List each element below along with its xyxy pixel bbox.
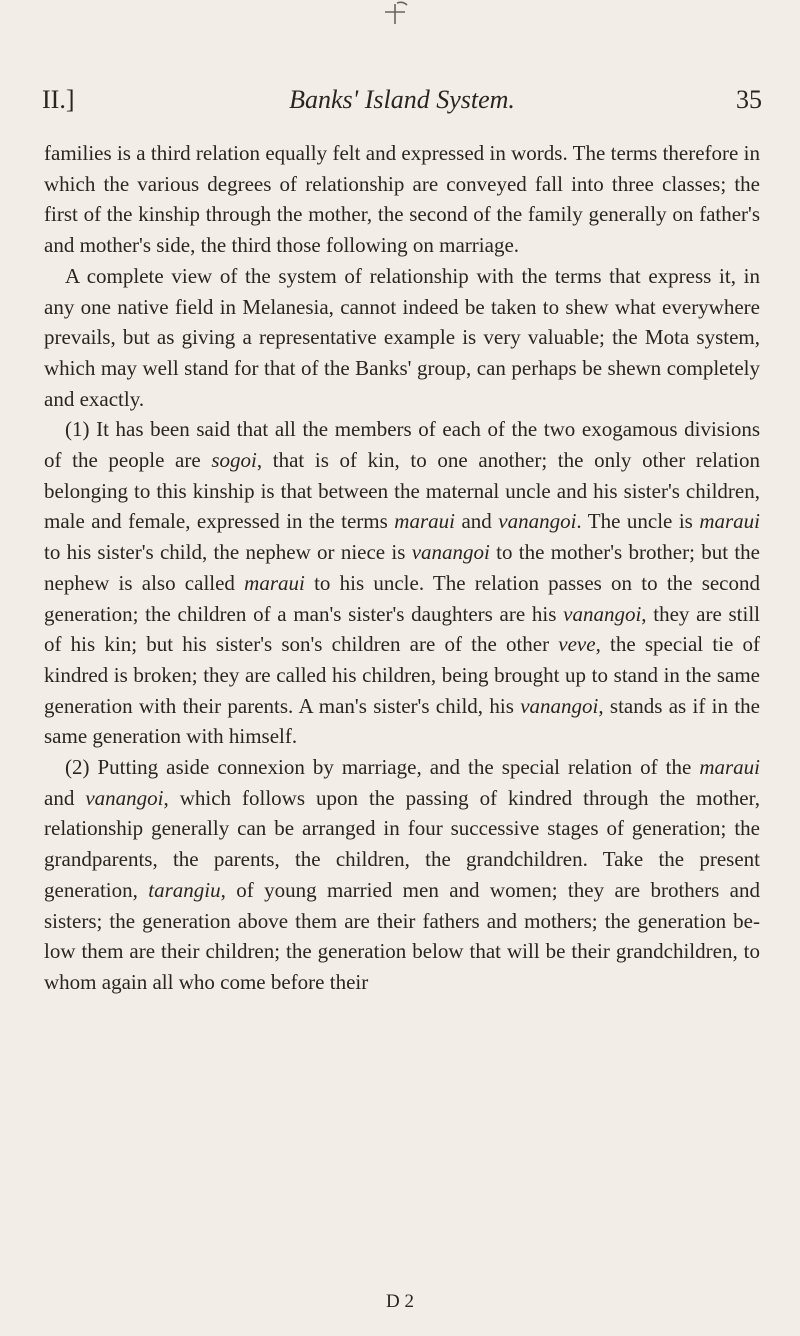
text-run: . The uncle is <box>576 509 700 534</box>
italic-term: maraui <box>394 509 455 534</box>
italic-term: vanangoi <box>498 509 577 534</box>
page-number: 35 <box>736 85 762 114</box>
paragraph <box>44 138 760 261</box>
text-run: to the mother's brother; but the nephew is also called <box>44 540 760 595</box>
running-title: Banks' Island System. <box>289 85 515 114</box>
italic-term: vanangoi <box>520 693 599 718</box>
ink-mark-icon <box>375 0 415 32</box>
italic-term: vanangoi <box>85 785 164 810</box>
text-run: , that is of kin, to one another; the only other relation belonging to this kinship is that between the maternal uncle and his sister's children, male and female, expressed in the terms <box>44 448 761 534</box>
body-text <box>44 138 760 998</box>
running-header <box>42 80 762 120</box>
text-run: and <box>44 785 86 810</box>
text-run: to his uncle. The relation passes on to the second generation; the children of a man's sister's daughters are his <box>44 570 761 626</box>
text-run: (2) Putting aside connexion by marriage, and the special relation of the <box>65 755 700 780</box>
italic-term: maraui <box>699 509 760 534</box>
italic-term: maraui <box>244 570 305 595</box>
text-run: , which follows upon the passing of kindred through the mother, relationship generally can be arranged in four successive stages of generation; the grandparents, the parents, the children, the grandchildren. Take the present generation, <box>44 785 760 902</box>
italic-term: vanangoi <box>411 540 490 565</box>
text-run: , of young married men and women; they are brothers and sisters; the generation above them are their fathers and mothers; the generation below them are their children; the generation below that will be their grandchildren, to whom again all who come before their <box>44 877 760 994</box>
cross-mark-icon <box>375 0 415 26</box>
italic-term: maraui <box>699 755 760 780</box>
text-run: (1) It has been said that all the members of each of the two exogamous divisions of the people are <box>44 417 760 473</box>
italic-term: sogoi <box>211 448 257 473</box>
text-run: to his sister's child, the nephew or niece is <box>44 540 412 565</box>
signature-mark: D 2 <box>386 1291 414 1312</box>
text-run: , the special tie of kindred is broken; they are called his children, being brought up to stand in the same generation with their parents. A man's sister's child, his <box>44 632 760 718</box>
text-run: , stands as if in the same generation with himself. <box>44 693 760 749</box>
paragraph <box>44 261 760 415</box>
text-run: A complete view of the system of relationship with the terms that express it, in any one native field in Melanesia, cannot indeed be taken to shew what everywhere prevails, but as giving a representative example is very valuable; the Mota system, which may well stand for that of the Banks' group, can perhaps be shewn completely and exactly. <box>44 263 760 411</box>
text-run: and <box>454 509 499 534</box>
text-run: families is a third relation equally felt and expressed in words. The terms therefore in which the various degrees of relationship are conveyed fall into three classes; the first of the kinship through the mother, the second of the family generally on father's and mother's side, the third those following on marriage. <box>44 141 760 258</box>
paragraph <box>44 752 760 998</box>
chapter-marker: II.] <box>42 85 75 114</box>
italic-term: veve <box>558 632 596 657</box>
italic-term: tarangiu <box>148 877 221 902</box>
paragraph <box>44 414 760 752</box>
italic-term: vanangoi <box>563 601 642 626</box>
text-run: , they are still of his kin; but his sister's son's children are of the other <box>44 601 760 657</box>
